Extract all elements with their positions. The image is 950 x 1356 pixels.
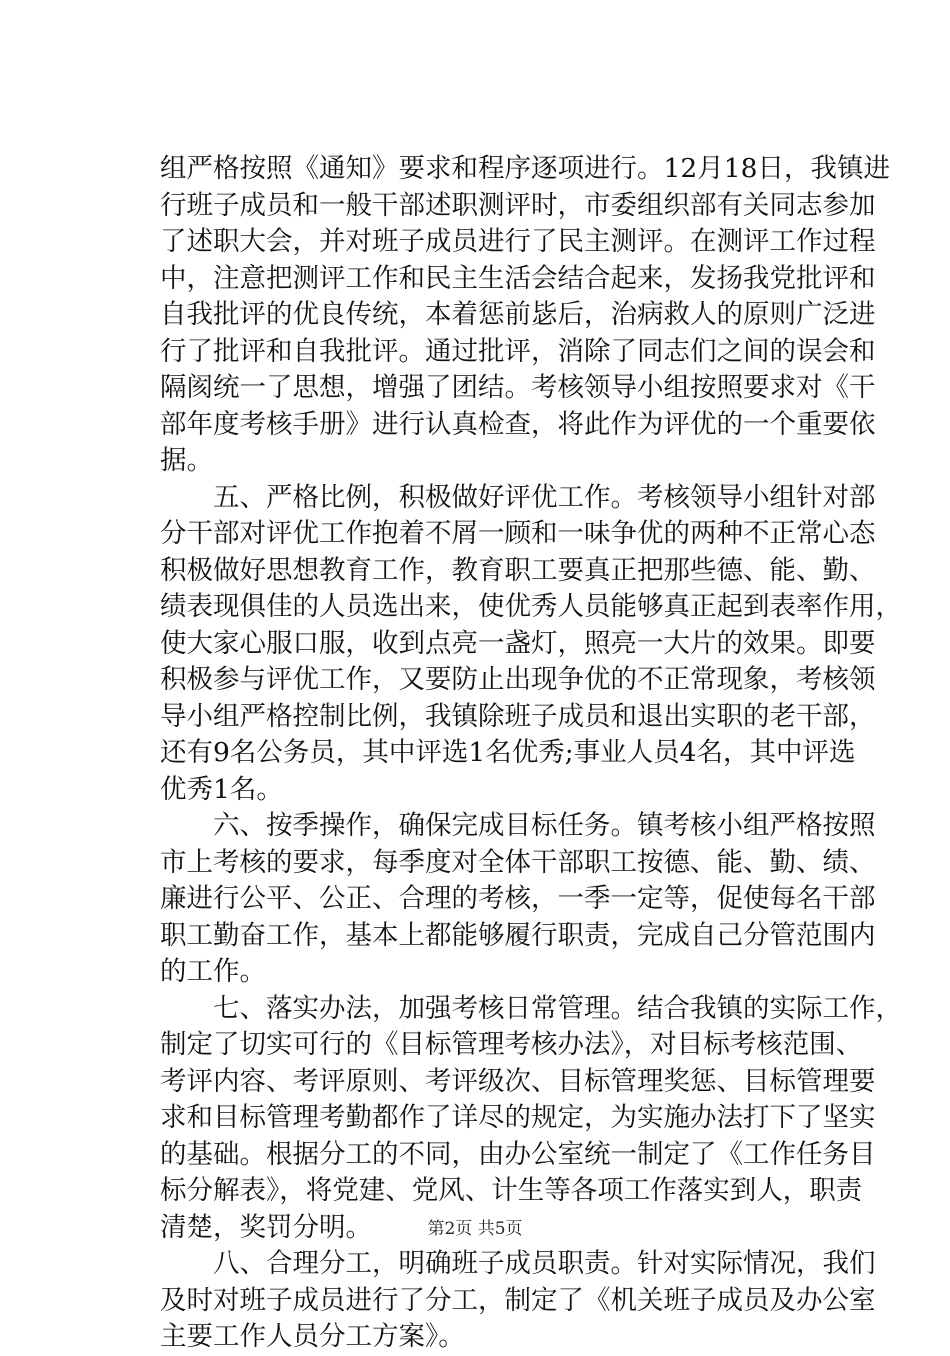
text-line: 标分解表》，将党建、党风、计生等各项工作落实到人，职责 — [160, 1175, 863, 1206]
page-footer — [0, 1217, 950, 1241]
document-body — [160, 151, 902, 1356]
text-line: 主要工作人员分工方案》。 — [160, 1321, 465, 1352]
text-line: 廉进行公平、公正、合理的考核，一季一定等，促使每名干部 — [160, 883, 876, 914]
text-line: 绩表现俱佳的人员选出来，使优秀人员能够真正起到表率作用， — [160, 591, 902, 622]
text-line: 了述职大会，并对班子成员进行了民主测评。在测评工作过程 — [160, 226, 876, 257]
text-line: 考评内容、考评原则、考评级次、目标管理奖惩、目标管理要 — [160, 1065, 876, 1097]
text-line: 求和目标管理考勤都作了详尽的规定，为实施办法打下了坚实 — [160, 1102, 876, 1133]
section-heading-line: 五、严格比例，积极做好评优工作。考核领导小组针对部 — [160, 481, 876, 513]
text-line: 清楚，奖罚分明。 — [160, 1211, 372, 1243]
section-heading-line: 八、合理分工，明确班子成员职责。针对实际情况，我们 — [160, 1248, 876, 1279]
text-line: 及时对班子成员进行了分工，制定了《机关班子成员及办公室 — [160, 1284, 876, 1316]
section-heading-line: 七、落实办法，加强考核日常管理。结合我镇的实际工作， — [160, 992, 902, 1024]
section-heading-line: 六、按季操作，确保完成目标任务。镇考核小组严格按照 — [160, 810, 876, 841]
text-line: 的工作。 — [160, 956, 266, 987]
text-line: 组严格按照《通知》要求和程序逐项进行。12月18日，我镇进 — [160, 153, 890, 184]
text-line: 部年度考核手册》进行认真检查，将此作为评优的一个重要依 — [160, 408, 876, 440]
text-line: 职工勤奋工作，基本上都能够履行职责，完成自己分管范围内 — [160, 919, 876, 951]
text-line: 导小组严格控制比例，我镇除班子成员和退出实职的老干部， — [160, 700, 876, 732]
text-line: 行了批评和自我批评。通过批评，消除了同志们之间的误会和 — [160, 335, 876, 367]
text-line: 积极做好思想教育工作，教育职工要真正把那些德、能、勤、 — [160, 554, 876, 586]
text-line: 优秀1名。 — [160, 773, 283, 805]
text-line: 行班子成员和一般干部述职测评时，市委组织部有关同志参加 — [160, 189, 876, 221]
page-number-label: 第2页 共5页 — [427, 1219, 523, 1239]
text-line: 的基础。根据分工的不同，由办公室统一制定了《工作任务目 — [160, 1138, 876, 1170]
text-line: 还有9名公务员，其中评选1名优秀;事业人员4名，其中评选 — [160, 737, 856, 768]
text-line: 积极参与评优工作，又要防止出现争优的不正常现象，考核领 — [160, 664, 876, 695]
text-line: 使大家心服口服，收到点亮一盏灯，照亮一大片的效果。即要 — [160, 627, 876, 659]
text-line: 自我批评的优良传统，本着惩前毖后，治病救人的原则广泛进 — [160, 299, 876, 330]
text-line: 据。 — [160, 445, 213, 476]
text-line: 制定了切实可行的《目标管理考核办法》，对目标考核范围、 — [160, 1029, 863, 1060]
text-line: 市上考核的要求，每季度对全体干部职工按德、能、勤、绩、 — [160, 846, 876, 878]
text-line: 中，注意把测评工作和民主生活会结合起来，发扬我党批评和 — [160, 262, 876, 294]
text-line: 分干部对评优工作抱着不屑一顾和一味争优的两种不正常心态 — [160, 518, 876, 549]
text-line: 隔阂统一了思想，增强了团结。考核领导小组按照要求对《干 — [160, 372, 876, 403]
